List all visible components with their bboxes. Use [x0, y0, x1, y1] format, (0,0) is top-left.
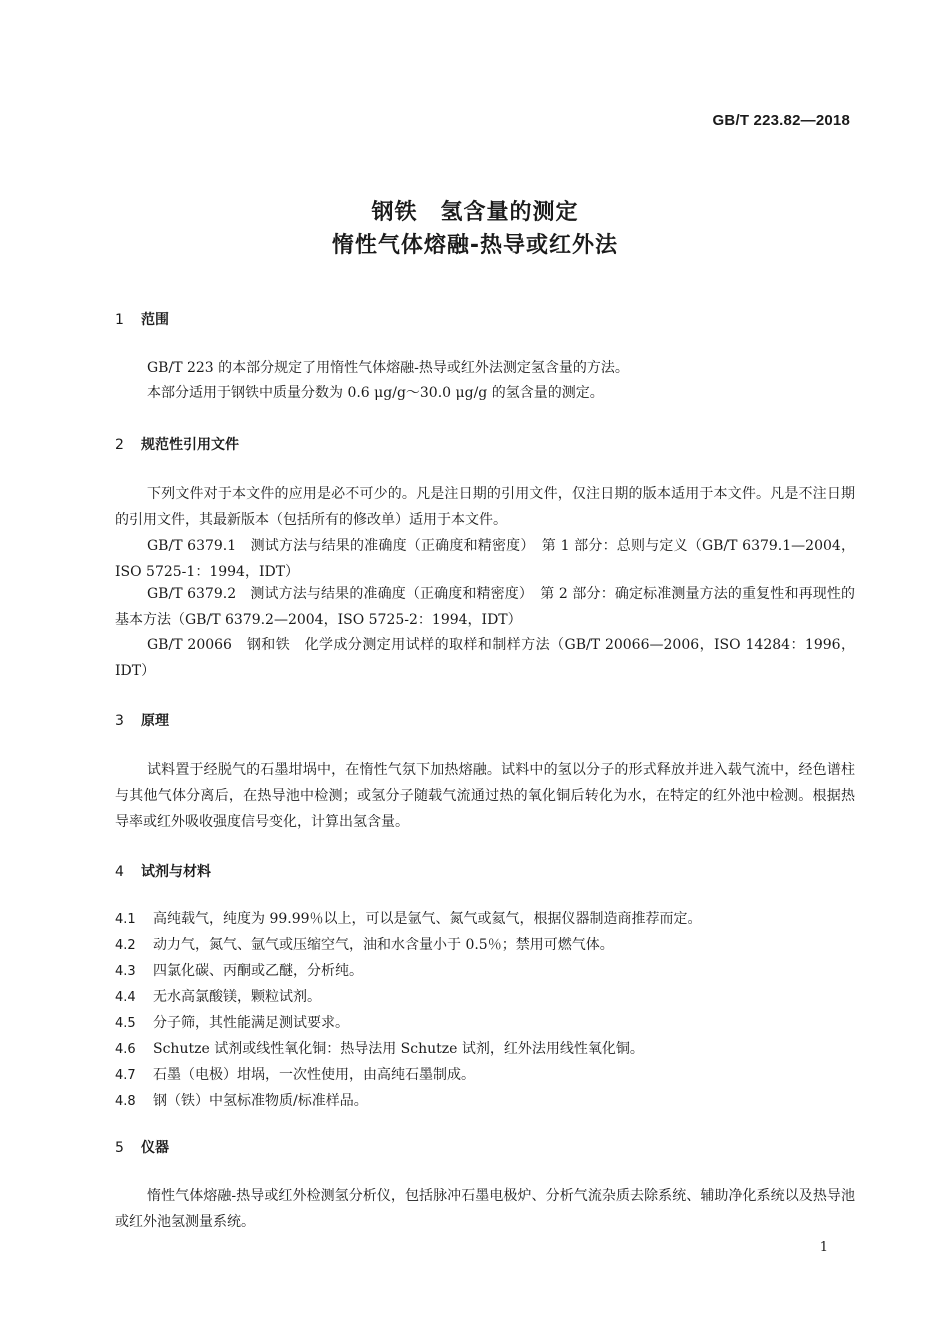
- item-number: 4.1: [115, 912, 136, 927]
- reference-entry: GB/T 20066 钢和铁 化学成分测定用试样的取样和制样方法（GB/T 20066—2006，ISO 14284：1996，IDT）: [115, 637, 855, 679]
- item-text: Schutze 试剂或线性氧化铜：热导法用 Schutze 试剂，红外法用线性氧化铜。: [153, 1041, 644, 1057]
- section-title: 原理: [141, 713, 169, 729]
- list-item: [115, 932, 855, 959]
- item-number: 4.7: [115, 1068, 136, 1083]
- list-item: [115, 984, 855, 1011]
- item-text: 分子筛，其性能满足测试要求。: [153, 1015, 349, 1031]
- item-text: 动力气，氮气、氩气或压缩空气，油和水含量小于 0.5％；禁用可燃气体。: [153, 937, 614, 953]
- reference-entry: GB/T 6379.1 测试方法与结果的准确度（正确度和精密度） 第 1 部分：总则与定义（GB/T 6379.1—2004，ISO 5725-1：1994，IDT）: [115, 538, 855, 580]
- item-number: 4.5: [115, 1016, 136, 1031]
- section-number: 5: [115, 1140, 124, 1156]
- list-item: [115, 1062, 855, 1089]
- paragraph: GB/T 223 的本部分规定了用惰性气体熔融-热导或红外法测定氢含量的方法。: [147, 360, 629, 376]
- document-title-line-1: 钢铁 氢含量的测定: [371, 200, 579, 225]
- section-number: 2: [115, 437, 124, 453]
- item-number: 4.2: [115, 938, 136, 953]
- page-number: 1: [819, 1240, 828, 1255]
- reference-entry: GB/T 6379.2 测试方法与结果的准确度（正确度和精密度） 第 2 部分：确定标准测量方法的重复性和再现性的基本方法（GB/T 6379.2—2004，ISO 5725-2：1994，IDT）: [115, 586, 855, 628]
- item-number: 4.6: [115, 1042, 136, 1057]
- list-item: [115, 958, 855, 985]
- item-text: 无水高氯酸镁，颗粒试剂。: [153, 989, 321, 1005]
- paragraph: 试料置于经脱气的石墨坩埚中，在惰性气氛下加热熔融。试料中的氢以分子的形式释放并进入载气流中，经色谱柱与其他气体分离后，在热导池中检测；或氢分子随载气流通过热的氧化铜后转化为水，在特定的红外池中检测。根据热导率或红外吸收强度信号变化，计算出氢含量。: [115, 762, 855, 830]
- section-5-heading: [115, 1137, 169, 1157]
- paragraph: 本部分适用于钢铁中质量分数为 0.6 μg/g～30.0 μg/g 的氢含量的测定。: [147, 385, 604, 401]
- item-text: 高纯载气，纯度为 99.99％以上，可以是氩气、氮气或氦气，根据仪器制造商推荐而定。: [153, 911, 702, 927]
- section-1-heading: [115, 309, 169, 329]
- item-number: 4.4: [115, 990, 136, 1005]
- list-item: [115, 1088, 855, 1115]
- item-number: 4.3: [115, 964, 136, 979]
- section-2-heading: [115, 434, 239, 454]
- list-item: [115, 1036, 855, 1063]
- item-number: 4.8: [115, 1094, 136, 1109]
- item-text: 钢（铁）中氢标准物质/标准样品。: [153, 1093, 368, 1109]
- section-number: 1: [115, 312, 124, 328]
- section-title: 规范性引用文件: [141, 437, 239, 453]
- list-item: [115, 1010, 855, 1037]
- standard-code: GB/T 223.82—2018: [712, 112, 850, 129]
- paragraph: 惰性气体熔融-热导或红外检测氢分析仪，包括脉冲石墨电极炉、分析气流杂质去除系统、辅助净化系统以及热导池或红外池氢测量系统。: [115, 1188, 855, 1230]
- list-item: [115, 906, 855, 933]
- paragraph: 下列文件对于本文件的应用是必不可少的。凡是注日期的引用文件，仅注日期的版本适用于本文件。凡是不注日期的引用文件，其最新版本（包括所有的修改单）适用于本文件。: [115, 486, 855, 528]
- section-4-heading: [115, 861, 211, 881]
- section-3-heading: [115, 710, 169, 730]
- document-title-line-2: 惰性气体熔融-热导或红外法: [331, 233, 619, 258]
- section-title: 仪器: [141, 1140, 169, 1156]
- item-text: 石墨（电极）坩埚，一次性使用，由高纯石墨制成。: [153, 1067, 475, 1083]
- section-title: 范围: [141, 312, 169, 328]
- item-text: 四氯化碳、丙酮或乙醚，分析纯。: [153, 963, 363, 979]
- section-title: 试剂与材料: [141, 864, 211, 880]
- section-number: 4: [115, 864, 124, 880]
- section-number: 3: [115, 713, 124, 729]
